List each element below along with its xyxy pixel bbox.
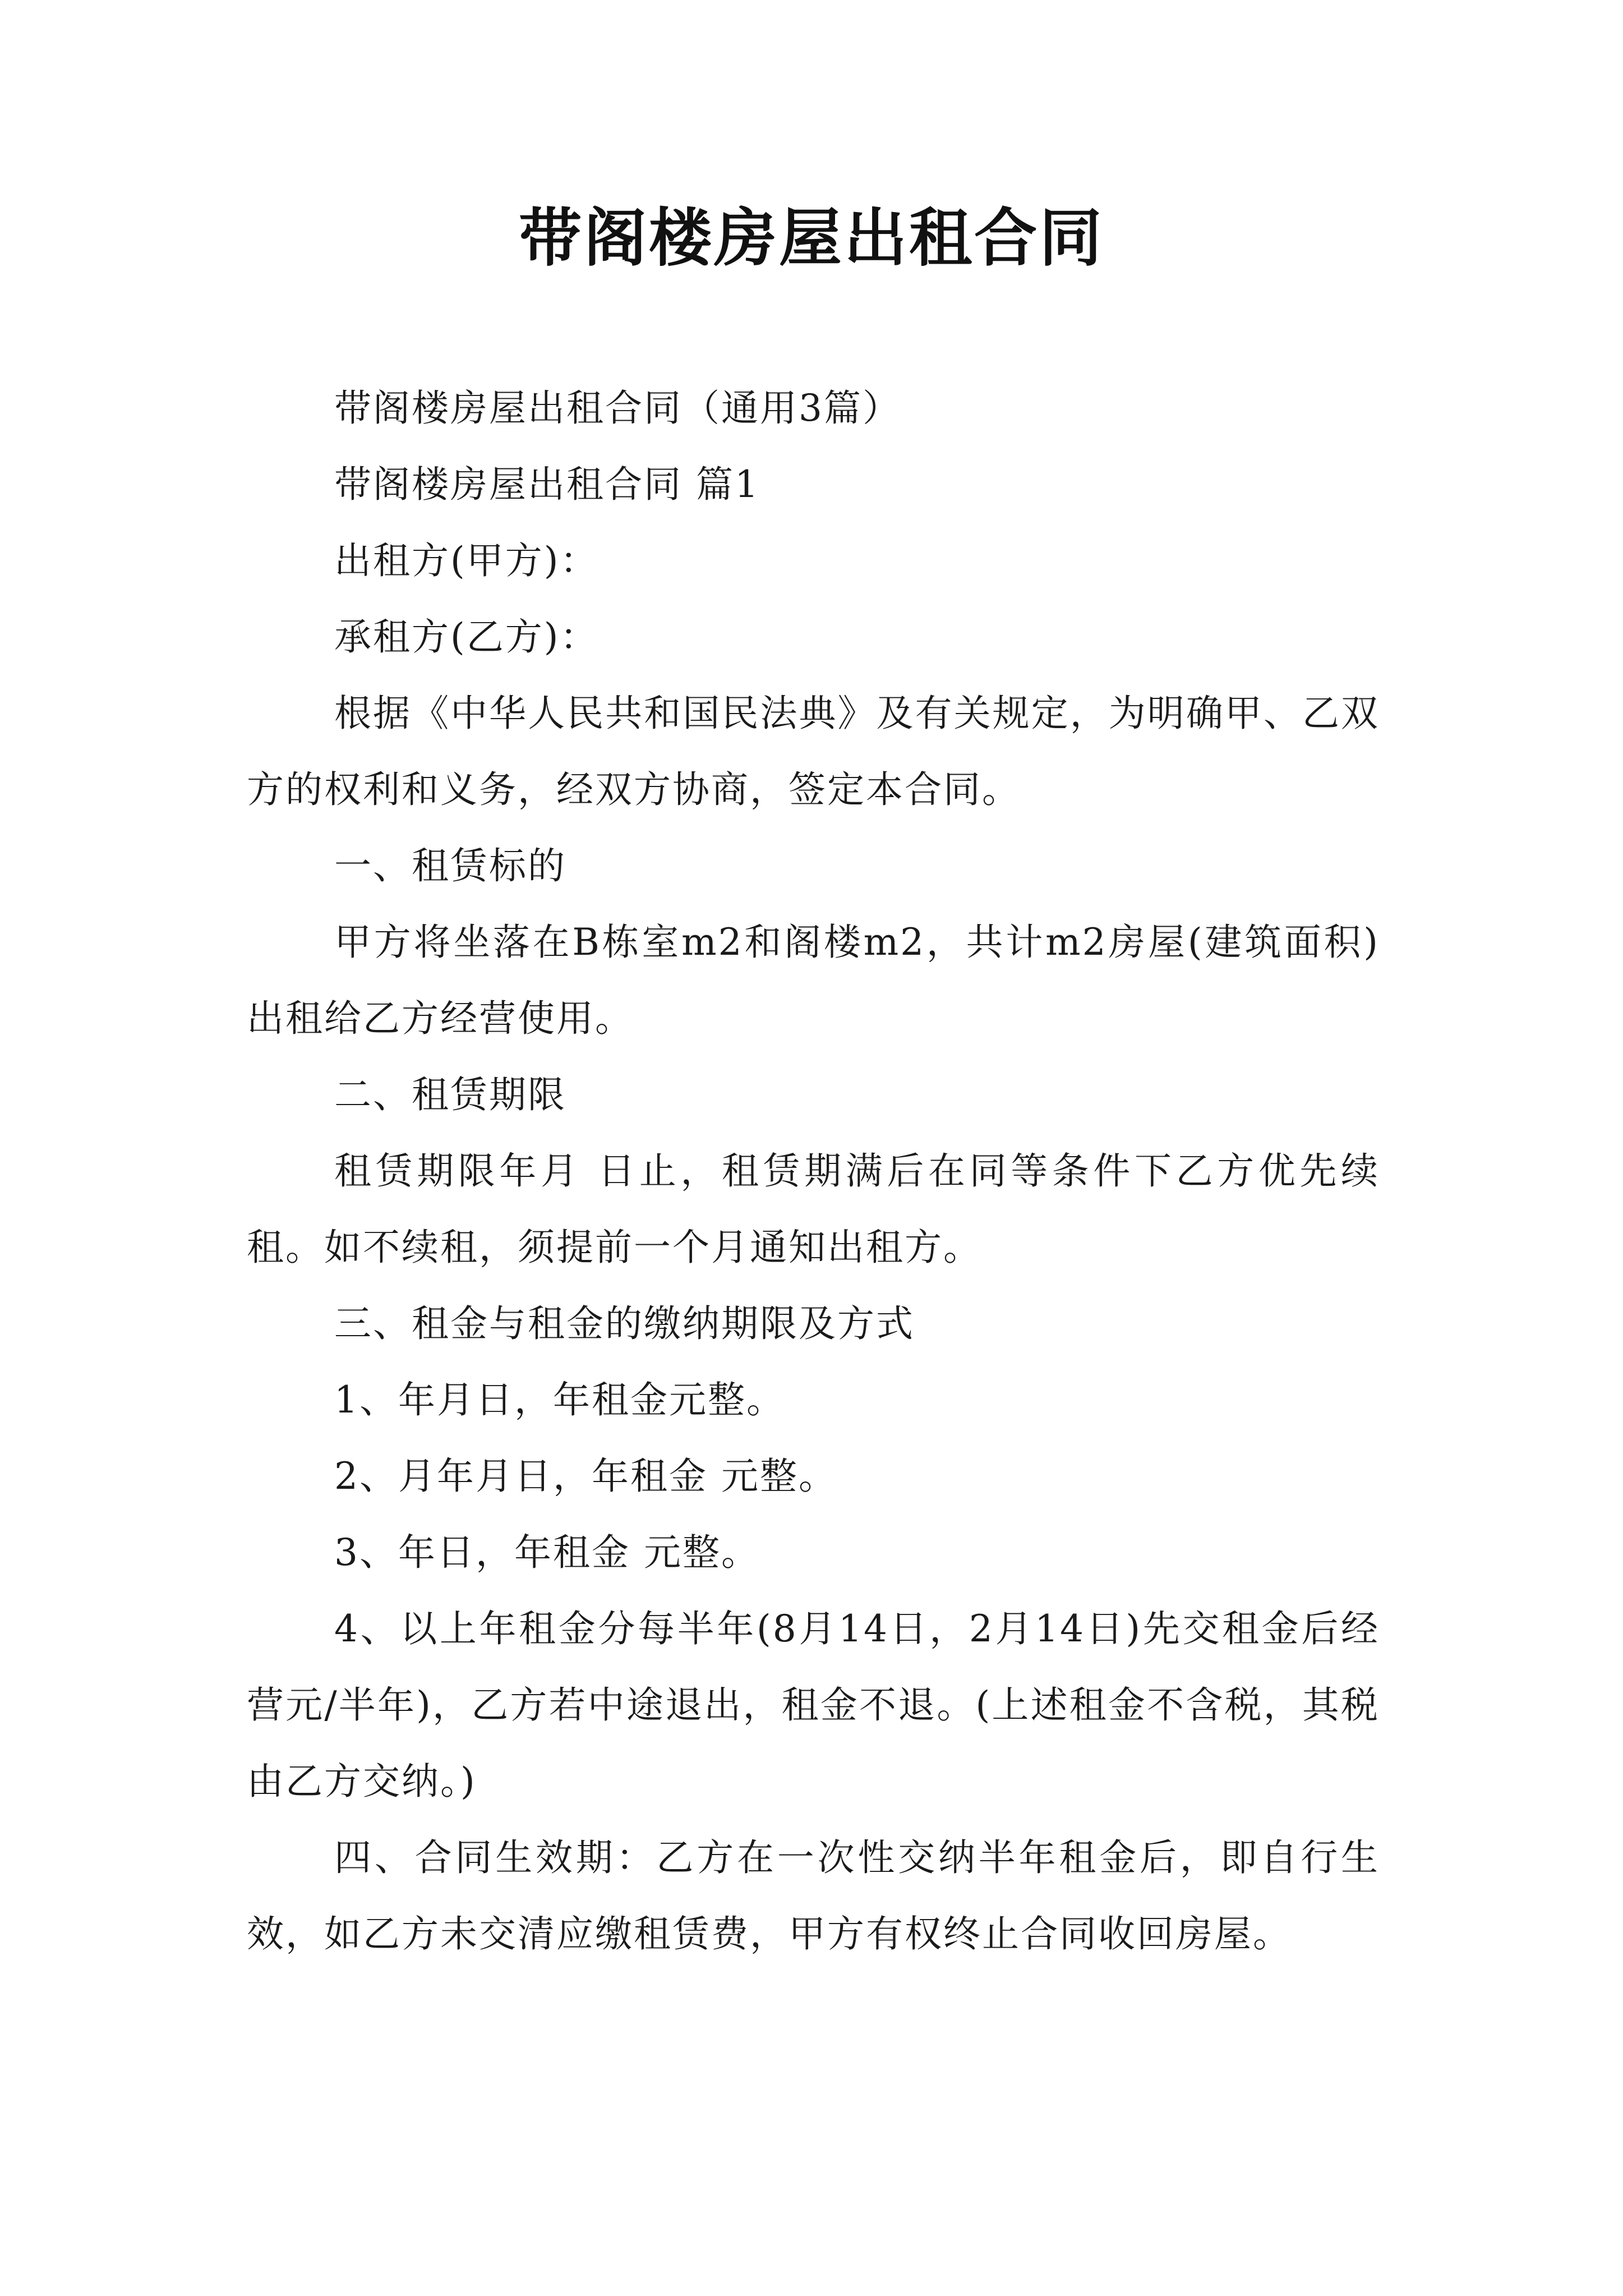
- paragraph-rent-2: 2、月年月日，年租金 元整。: [334, 1455, 837, 1498]
- document-title: 带阁楼房屋出租合同: [519, 202, 1104, 275]
- paragraph-lease-term: 租赁期限年月 日止，租赁期满后在同等条件下乙方优先续租。如不续租，须提前一个月通知出租方。: [247, 1149, 1380, 1269]
- paragraph-heading-4: 四、合同生效期：乙方在一次性交纳半年租金后，即自行生效，如乙方未交清应缴租赁费，甲方有权终止合同收回房屋。: [247, 1836, 1380, 1955]
- paragraph-rent-1: 1、年月日，年租金元整。: [334, 1378, 785, 1421]
- paragraph-lessee: 承租方(乙方)：: [334, 615, 599, 659]
- paragraph-rent-3: 3、年日，年租金 元整。: [334, 1531, 760, 1574]
- paragraph-heading-2: 二、租赁期限: [334, 1073, 566, 1116]
- paragraph-rent-4: 4、以上年租金分每半年(8月14日，2月14日)先交租金后经营元/半年)，乙方若中途退出，租金不退。(上述租金不含税，其税由乙方交纳。): [247, 1607, 1380, 1803]
- paragraph-heading-3: 三、租金与租金的缴纳期限及方式: [334, 1302, 915, 1345]
- paragraph-section-heading: 带阁楼房屋出租合同 篇1: [334, 463, 760, 506]
- paragraph-preamble: 根据《中华人民共和国民法典》及有关规定，为明确甲、乙双方的权利和义务，经双方协商，签定本合同。: [247, 692, 1380, 811]
- paragraph-lessor: 出租方(甲方)：: [334, 539, 599, 582]
- paragraph-subtitle: 带阁楼房屋出租合同（通用3篇）: [334, 386, 901, 430]
- document-body: [247, 370, 1380, 1972]
- paragraph-lease-object: 甲方将坐落在B栋室m2和阁楼m2，共计m2房屋(建筑面积)出租给乙方经营使用。: [247, 921, 1380, 1040]
- paragraph-heading-1: 一、租赁标的: [334, 844, 566, 887]
